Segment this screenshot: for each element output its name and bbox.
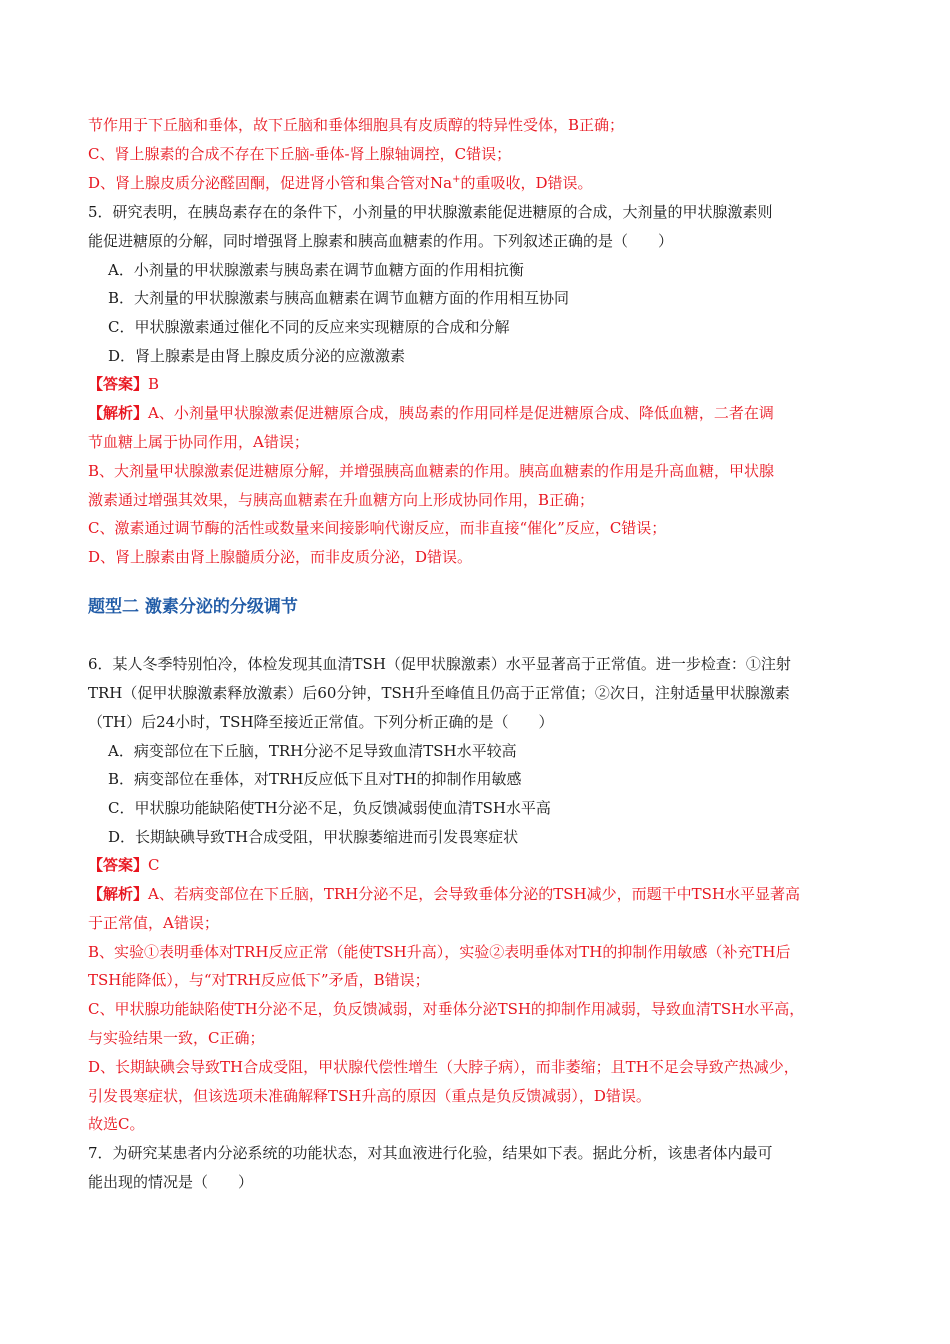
analysis-line: D、肾上腺素由肾上腺髓质分泌，而非皮质分泌，D错误。 — [88, 548, 473, 566]
question-6-answer — [88, 855, 160, 875]
question-5-answer — [88, 374, 159, 394]
analysis-line: 与实验结果一致，C正确； — [88, 1029, 265, 1047]
question-5-option-d: D．肾上腺素是由肾上腺皮质分泌的应激激素 — [108, 347, 406, 365]
analysis-line — [88, 173, 593, 193]
superscript-plus: + — [452, 174, 461, 185]
analysis-line: 节作用于下丘脑和垂体，故下丘脑和垂体细胞具有皮质醇的特异性受体，B正确； — [88, 116, 625, 134]
question-5-stem: 5．研究表明，在胰岛素存在的条件下，小剂量的甲状腺激素能促进糖原的合成，大剂量的甲状腺激素则 — [88, 203, 773, 221]
question-7-stem: 7．为研究某患者内分泌系统的功能状态，对其血液进行化验，结果如下表。据此分析，该患者体内最可 — [88, 1144, 773, 1162]
question-6-stem: TRH（促甲状腺激素释放激素）后60分钟，TSH升至峰值且仍高于正常值；②次日，注射适量甲状腺激素 — [88, 684, 790, 702]
question-6-option-c: C．甲状腺功能缺陷使TH分泌不足，负反馈减弱使血清TSH水平高 — [108, 799, 551, 817]
analysis-line: 引发畏寒症状，但该选项未准确解释TSH升高的原因（重点是负反馈减弱），D错误。 — [88, 1087, 651, 1105]
question-6-option-d: D．长期缺碘导致TH合成受阻，甲状腺萎缩进而引发畏寒症状 — [108, 828, 519, 846]
analysis-line: 于正常值，A错误； — [88, 914, 219, 932]
analysis-line: D、长期缺碘会导致TH合成受阻，甲状腺代偿性增生（大脖子病），而非萎缩；且TH不足会导致产热减少， — [88, 1058, 799, 1076]
question-5-option-b: B．大剂量的甲状腺激素与胰高血糖素在调节血糖方面的作用相互协同 — [108, 289, 570, 307]
analysis-text: D、肾上腺皮质分泌醛固酮，促进肾小管和集合管对Na — [88, 174, 453, 192]
question-6-option-a: A．病变部位在下丘脑，TRH分泌不足导致血清TSH水平较高 — [108, 742, 517, 760]
analysis-line: TSH能降低），与“对TRH反应低下”矛盾，B错误； — [88, 971, 430, 989]
final-answer: 故选C。 — [88, 1115, 145, 1133]
answer-label: 【答案】 — [88, 856, 149, 874]
analysis-line: 激素通过增强其效果，与胰高血糖素在升血糖方向上形成协同作用，B正确； — [88, 491, 595, 509]
question-6-stem: （TH）后24小时，TSH降至接近正常值。下列分析正确的是（ ） — [88, 713, 554, 731]
question-5-option-c: C．甲状腺激素通过催化不同的反应来实现糖原的合成和分解 — [108, 318, 510, 336]
analysis-text: A、小剂量甲状腺激素促进糖原合成，胰岛素的作用同样是促进糖原合成、降低血糖，二者在调 — [148, 404, 774, 422]
question-5-stem: 能促进糖原的分解，同时增强肾上腺素和胰高血糖素的作用。下列叙述正确的是（ ） — [88, 232, 674, 250]
question-5-option-a: A．小剂量的甲状腺激素与胰岛素在调节血糖方面的作用相抗衡 — [108, 261, 524, 279]
question-6-analysis — [88, 884, 800, 904]
question-6-option-b: B．病变部位在垂体，对TRH反应低下且对TH的抑制作用敏感 — [108, 770, 522, 788]
section-heading: 题型二 激素分泌的分级调节 — [88, 597, 298, 617]
analysis-line: C、肾上腺素的合成不存在下丘脑-垂体-肾上腺轴调控，C错误； — [88, 145, 512, 163]
question-6-stem: 6．某人冬季特别怕冷，体检发现其血清TSH（促甲状腺激素）水平显著高于正常值。进一步检查：①注射 — [88, 655, 791, 673]
question-5-analysis — [88, 403, 774, 423]
answer-label: 【答案】 — [88, 375, 149, 393]
answer-value: C — [148, 856, 160, 874]
analysis-line: B、实验①表明垂体对TRH反应正常（能使TSH升高），实验②表明垂体对TH的抑制作用敏感（补充TH后 — [88, 943, 791, 961]
analysis-label: 【解析】 — [88, 885, 149, 903]
analysis-text: A、若病变部位在下丘脑，TRH分泌不足，会导致垂体分泌的TSH减少，而题干中TSH水平显著高 — [148, 885, 800, 903]
analysis-line: C、甲状腺功能缺陷使TH分泌不足，负反馈减弱，对垂体分泌TSH的抑制作用减弱，导致血清TSH水平高， — [88, 1000, 805, 1018]
question-7-stem: 能出现的情况是（ ） — [88, 1173, 254, 1191]
answer-value: B — [148, 375, 160, 393]
analysis-line: 节血糖上属于协同作用，A错误； — [88, 433, 309, 451]
analysis-text: 的重吸收，D错误。 — [460, 174, 593, 192]
analysis-line: C、激素通过调节酶的活性或数量来间接影响代谢反应，而非直接“催化”反应，C错误； — [88, 519, 667, 537]
analysis-line: B、大剂量甲状腺激素促进糖原分解，并增强胰高血糖素的作用。胰高血糖素的作用是升高血糖，甲状腺 — [88, 462, 775, 480]
analysis-label: 【解析】 — [88, 404, 149, 422]
